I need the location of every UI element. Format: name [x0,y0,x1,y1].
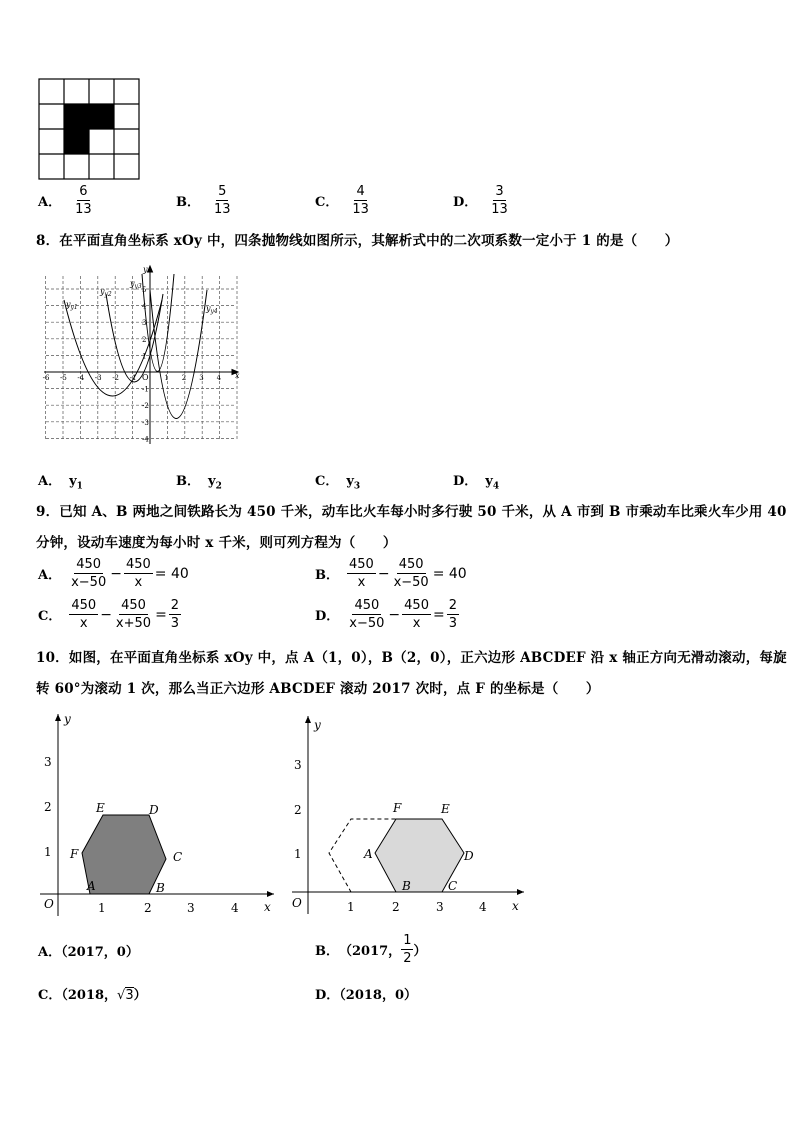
q10-figure-2 [284,712,534,926]
minus-sign: − [100,606,112,623]
option-value: $y_3$ [346,474,361,492]
option-label: B． [176,474,200,489]
vertex-label-c: C [448,879,458,893]
y-tick-label: 2 [44,800,52,814]
option-value: （2017，0） [61,945,139,960]
q8-option-b[interactable] [176,470,222,492]
q10-option-c[interactable] [38,984,147,1003]
q10-option-a[interactable] [38,941,139,960]
option-value: $y_4$ [485,474,500,492]
option-label: D． [453,474,478,489]
q8-question-text: 8．在平面直角坐标系 xOy 中，四条抛物线如图所示，其解析式中的二次项系数一定小于 1 的是（ ） [36,233,679,249]
origin-label: O [44,897,54,911]
q7-grid-svg [38,78,140,180]
option-label: A． [38,568,62,583]
x-tick-label: 3 [436,900,444,914]
q10-fig1-svg [32,708,282,918]
numerator: 6 [79,184,88,199]
option-fraction [350,184,371,217]
option-value-prefix: （2017， [339,944,402,959]
fraction-1: $\frac{450}{x-50}$ [71,557,107,590]
minus-sign: − [377,565,390,582]
option-label: D． [453,195,478,210]
q7-grid-figure [38,78,140,184]
q8-x-tick-label: 1 [164,374,169,382]
minus-sign: − [388,606,401,623]
q8-y-tick-label: -4 [142,435,149,444]
q8-option-d[interactable] [453,470,499,492]
denominator: 13 [491,202,508,217]
x-tick-label: 1 [347,900,355,914]
q10-question-line1: 10．如图，在平面直角坐标系 xOy 中，点 A（1，0），B（2，0），正六边形 ABCDEF 沿 x 轴正方向无滑动滚动，每旋 [36,650,787,666]
q8-x-tick-label: 4 [216,374,222,382]
q8-x-tick-label: -1 [129,374,137,382]
fraction-rhs: $\frac{2}{3}$ [170,598,180,631]
fraction-rhs: $\frac{2}{3}$ [448,598,457,631]
q9-option-b[interactable] [315,557,469,590]
q8-curve-label-y4: $y_{y4}$ [206,304,218,315]
x-tick-label: 4 [231,901,239,915]
x-tick-label: 1 [98,901,106,915]
q10-figure-1 [32,708,282,922]
option-label: B． [315,944,339,959]
q8-origin-label: O [142,373,149,382]
denominator: 13 [75,202,92,217]
option-fraction [489,184,510,217]
numerator: 3 [495,184,504,199]
fraction-2: $\frac{450}{x-50}$ [393,557,429,590]
option-label: A． [38,945,62,960]
option-label: D． [315,988,340,1003]
axis-x-label: x [512,899,519,913]
option-label: C． [315,195,339,210]
rhs: = 40 [154,565,189,582]
vertex-label-c: C [173,850,183,864]
vertex-label-a: A [87,879,96,893]
option-value: $y_1$ [69,474,83,492]
option-label: A． [38,474,62,489]
vertex-label-b: B [402,879,411,893]
q7-option-c[interactable] [315,184,371,217]
q8-y-tick-label: 1 [142,352,147,361]
axis-y-label: y [64,712,71,726]
q10-option-d[interactable] [315,984,417,1003]
q8-x-tick-label: 2 [181,374,187,382]
q8-y-tick-label: 3 [142,319,147,328]
q8-y-tick-label: 4 [142,302,147,311]
q7-option-b[interactable] [176,184,233,217]
y-tick-label: 1 [294,847,302,861]
q8-y-tick-label: -1 [142,385,149,394]
vertex-label-e: E [441,802,450,816]
q8-option-c[interactable] [315,470,360,492]
numerator: 4 [356,184,365,199]
fraction-1: $\frac{450}{x}$ [71,598,97,631]
q8-x-tick-label: -3 [94,374,102,382]
fraction-2: $\frac{450}{x}$ [125,557,151,590]
q8-x-tick-label: -6 [42,374,50,382]
vertex-label-b: B [156,881,165,895]
axis-y-label: y [314,718,321,732]
q8-x-tick-label: -5 [60,374,67,382]
vertex-label-d: D [464,849,474,863]
equals-sign: = [155,606,167,623]
y-tick-label: 1 [44,845,52,859]
q9-option-c[interactable] [38,598,181,631]
option-label: D． [315,609,340,624]
option-label: B． [176,195,200,210]
rhs: = 40 [432,565,467,582]
option-label: B． [315,568,339,583]
axis-x-label: x [264,900,271,914]
vertex-label-a: A [364,847,373,861]
q8-curve-label-y3: $y_{y3}$ [130,279,142,290]
origin-label: O [292,896,302,910]
option-label: C． [315,474,339,489]
q9-option-a[interactable] [38,557,191,590]
option-fraction [212,184,233,217]
q9-question-line1: 9．已知 A、B 两地之间铁路长为 450 千米，动车比火车每小时多行驶 50 千米，从 A 市到 B 市乘动车比乘火车少用 40 [36,504,787,520]
option-label: C． [38,988,62,1003]
q8-axis-x-label: x [235,371,240,380]
fraction-2: $\frac{450}{x}$ [404,598,429,631]
q8-y-tick-label: 2 [142,335,147,344]
vertex-label-e: E [96,801,105,815]
q8-option-a[interactable] [38,470,83,492]
q8-curve-y4 [150,290,207,419]
fraction-2: $\frac{450}{x+50}$ [115,598,152,631]
minus-sign: − [110,565,122,582]
q8-curve-label-y1: $y_{y1}$ [66,300,78,311]
q8-x-tick-label: -2 [112,374,120,382]
vertex-label-f: F [70,847,79,861]
x-tick-label: 4 [479,900,487,914]
q8-graph-svg [42,262,248,448]
q7-grid-filled-cell [64,129,89,154]
q10-option-b[interactable] [315,933,426,966]
q7-option-a[interactable] [38,184,94,217]
q9-question-line2: 分钟，设动车速度为每小时 x 千米，则可列方程为（ ） [36,535,397,551]
x-tick-label: 2 [392,900,400,914]
q8-x-tick-label: 3 [199,374,204,382]
option-value: $y_2$ [208,474,222,492]
option-value-prefix: （2018， [61,988,118,1003]
option-label: C． [38,609,62,624]
q8-x-tick-label: -4 [77,374,85,382]
option-value: （2018，0） [339,988,418,1003]
q8-y-tick-label: -2 [142,402,149,411]
option-value-suffix: ） [133,988,147,1003]
q8-parabola-graph [42,262,248,452]
q8-y-tick-label: 5 [142,286,147,294]
option-fraction: $\frac{1}{2}$ [403,933,412,966]
q10-question-line2: 转 60°为滚动 1 次，那么当正六边形 ABCDEF 滚动 2017 次时，点 F 的坐标是（ ） [36,681,600,697]
x-tick-label: 2 [144,901,152,915]
q8-axis-y-label: y [143,265,148,274]
q8-curve-label-y2: $y_{y2}$ [100,287,112,298]
option-label: A． [38,195,62,210]
y-tick-label: 2 [294,803,302,817]
numerator: 5 [218,184,227,199]
q8-curve-y2 [106,294,163,382]
sqrt-expression: √3 [117,988,134,1003]
equals-sign: = [432,606,445,623]
x-tick-label: 3 [187,901,195,915]
vertex-label-d: D [149,803,159,817]
q7-option-d[interactable] [453,184,510,217]
q7-grid-filled-cell [89,104,114,129]
denominator: 13 [214,202,231,217]
y-tick-label: 3 [294,758,302,772]
q10-fig2-svg [284,712,534,922]
option-value-suffix: ） [413,944,427,959]
denominator: 13 [352,202,369,217]
vertex-label-f: F [393,801,402,815]
q7-grid-filled-cell [64,104,89,129]
q9-option-d[interactable] [315,598,459,631]
fraction-1: $\frac{450}{x-50}$ [349,598,385,631]
y-tick-label: 3 [44,755,52,769]
fraction-1: $\frac{450}{x}$ [349,557,374,590]
q8-y-tick-label: -3 [142,418,149,427]
option-fraction [73,184,94,217]
